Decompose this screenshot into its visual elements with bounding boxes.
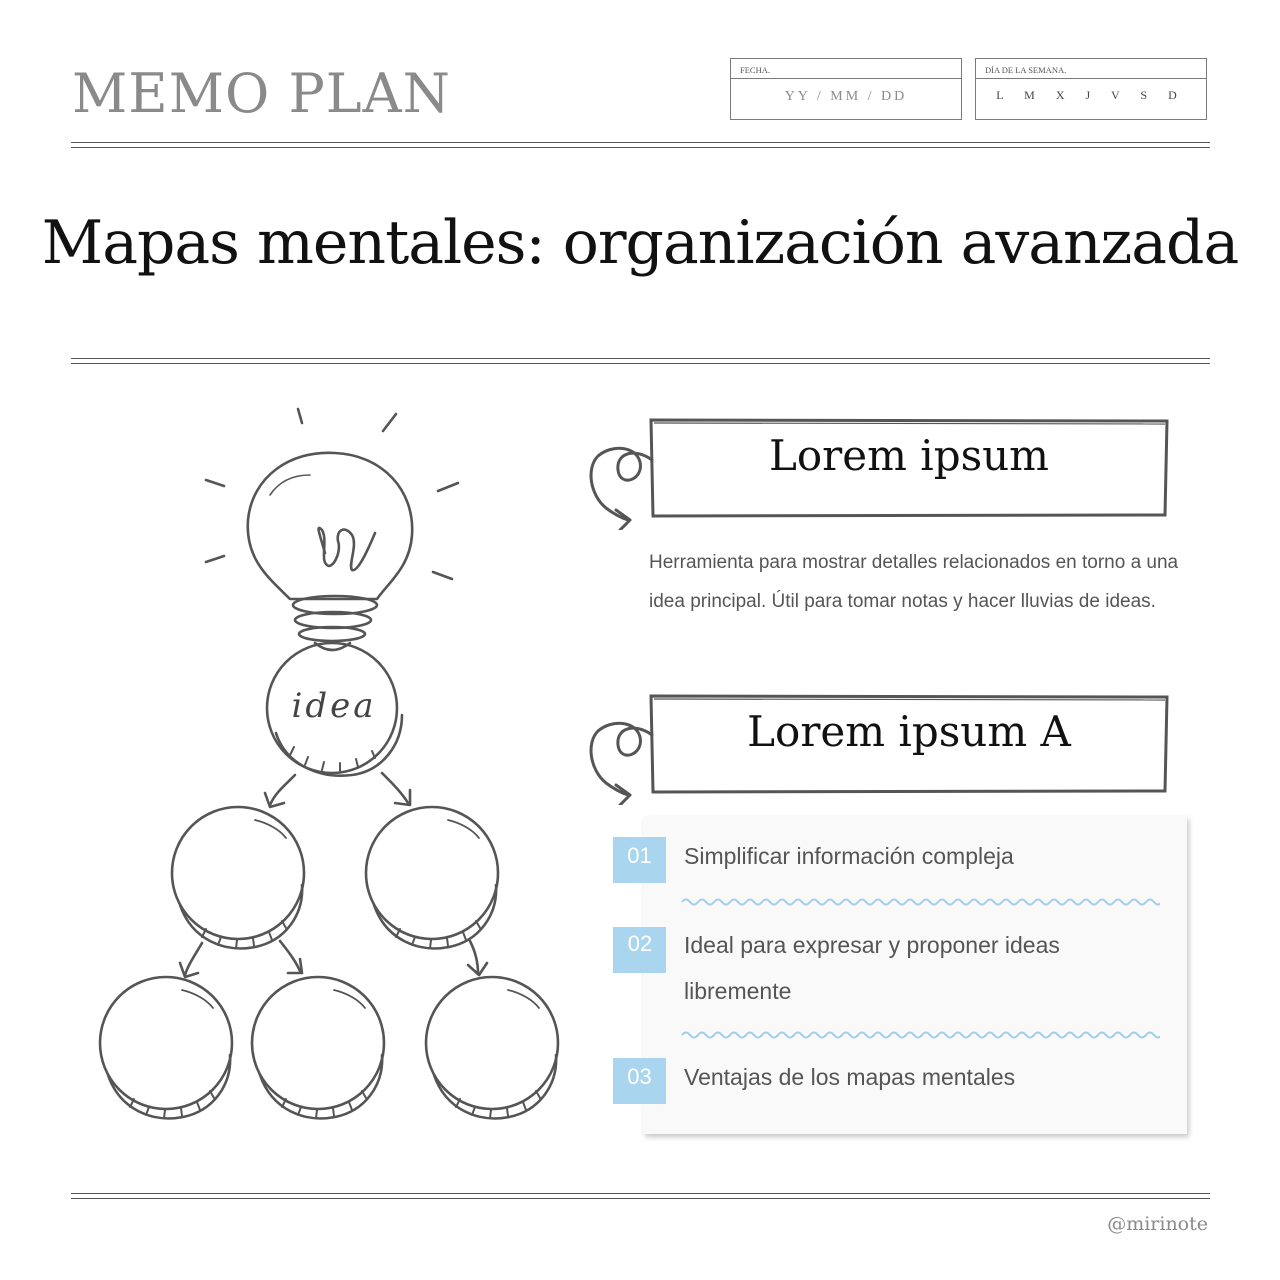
date-box [730, 58, 962, 120]
section1-heading-frame [648, 417, 1170, 519]
idea-label: idea [291, 686, 377, 726]
weekday-box [975, 58, 1207, 120]
node-circle-right [366, 807, 498, 948]
lightbulb-icon [248, 453, 412, 650]
list-number-3: 03 [613, 1058, 666, 1104]
wavy-divider [680, 1028, 1160, 1042]
date-label: FECHA. [731, 59, 961, 79]
list-item-3: Ventajas de los mapas mentales [684, 1064, 1016, 1090]
page-title: Mapas mentales: organización avanzada [41, 208, 1239, 278]
node-circle-bottom-middle [252, 977, 384, 1118]
curly-arrow-icon [586, 440, 656, 530]
weekday-label: DÍA DE LA SEMANA. [976, 59, 1206, 79]
section1-heading: Lorem ipsum [768, 431, 1050, 480]
divider-top [71, 142, 1210, 148]
node-circle-left [172, 807, 304, 948]
curly-arrow-icon [586, 715, 656, 805]
footer-handle: @mirinote [1107, 1213, 1208, 1235]
list-number-1: 01 [613, 837, 666, 883]
divider-middle [71, 358, 1210, 364]
wavy-divider [680, 895, 1160, 909]
section2-heading-frame [648, 693, 1170, 795]
list-item-1: Simplificar información compleja [684, 843, 1014, 869]
node-circle-bottom-left [100, 977, 232, 1118]
light-rays-icon [206, 409, 458, 579]
brand-title: MEMO PLAN [72, 62, 451, 125]
node-circle-bottom-right [426, 977, 558, 1118]
list-item-2: Ideal para expresar y proponer ideas libremente [684, 932, 1060, 1004]
divider-bottom [71, 1193, 1210, 1199]
section2-heading: Lorem ipsum A [747, 707, 1071, 756]
list-number-2: 02 [613, 927, 666, 973]
section1-description: Herramienta para mostrar detalles relacionados en torno a una idea principal. Útil para tomar notas y hacer lluvias de ideas. [649, 552, 1179, 612]
date-value: YY / MM / DD [784, 89, 908, 104]
mind-map-diagram [90, 395, 570, 1130]
weekday-value: L M X J V S D [996, 88, 1186, 102]
